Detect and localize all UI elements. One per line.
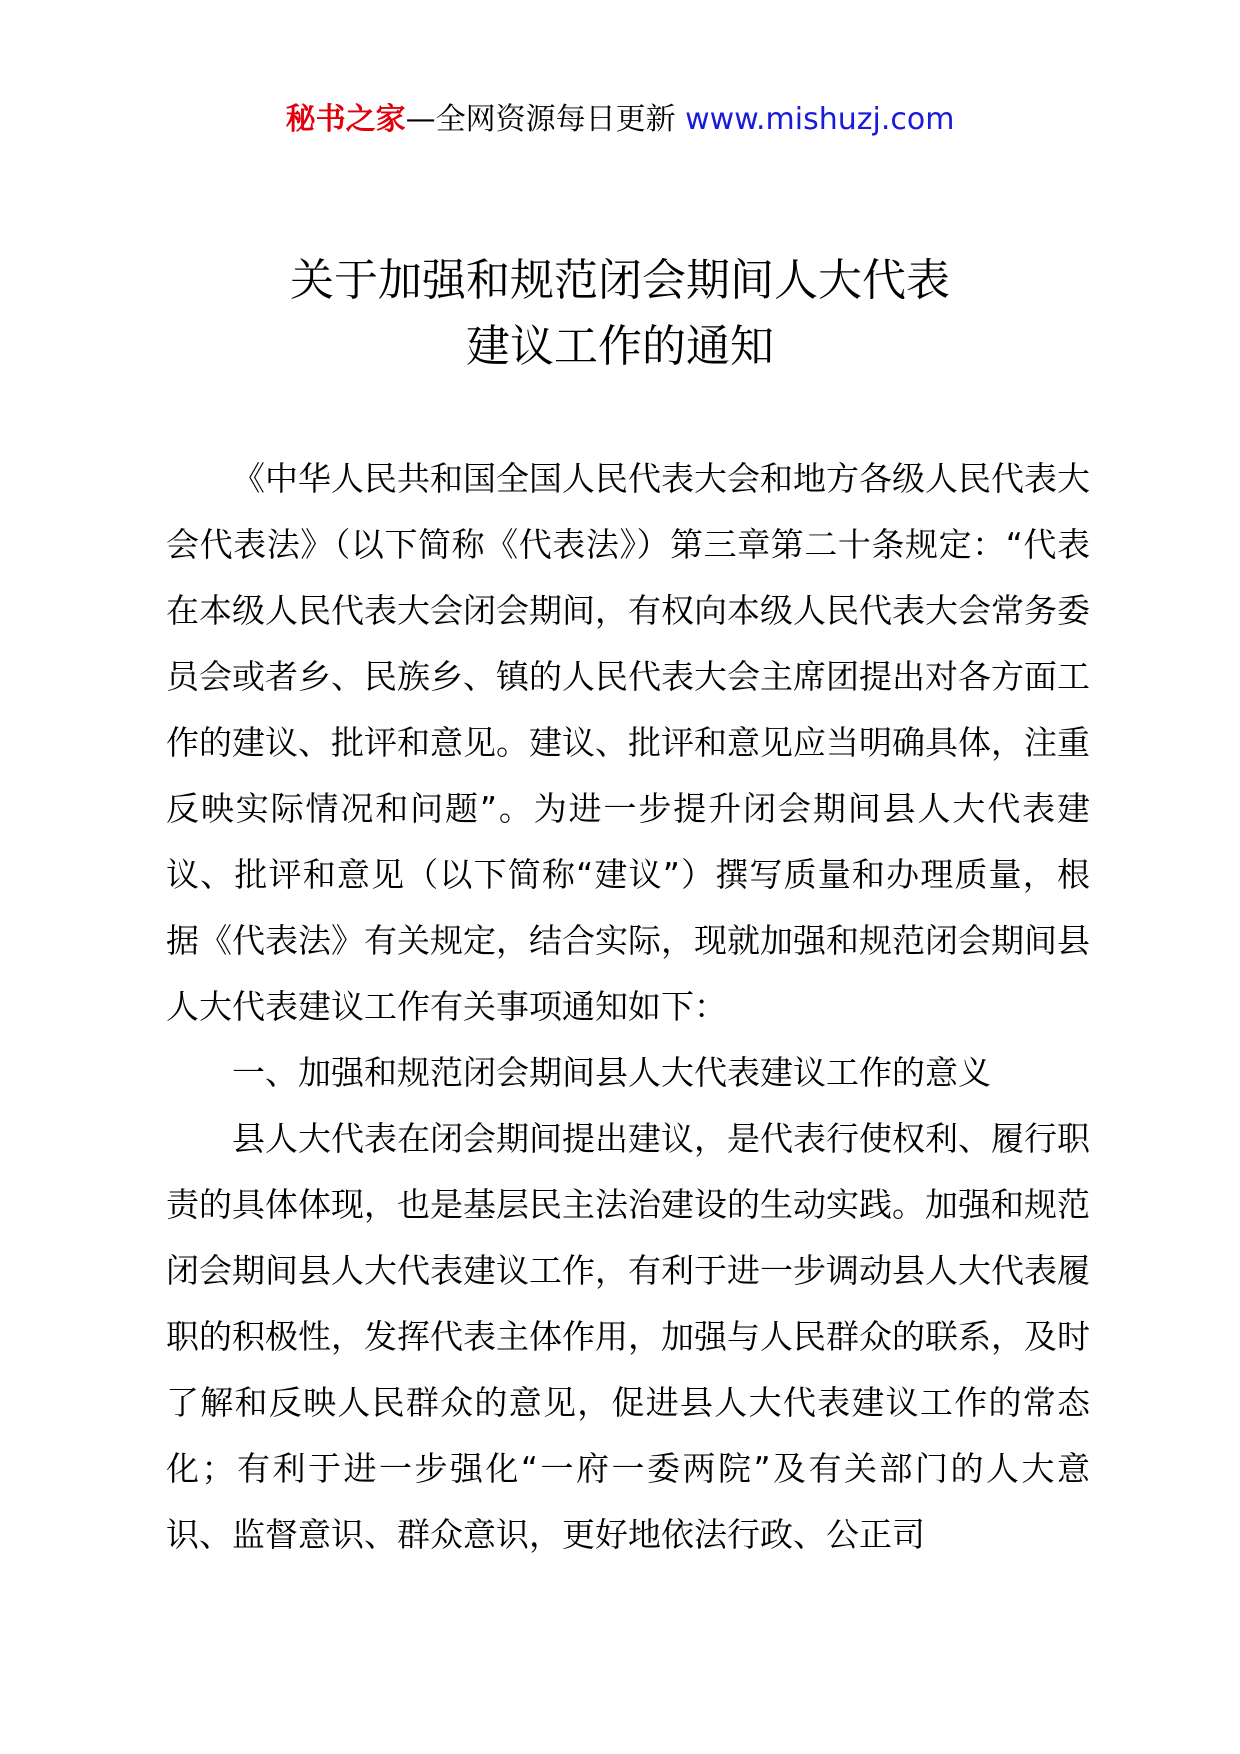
header-tagline: —全网资源每日更新 (405, 102, 676, 137)
site-url-link[interactable]: www.mishuzj.com (685, 102, 955, 137)
section-heading-1: 一、加强和规范闭会期间县人大代表建议工作的意义 (232, 1053, 991, 1092)
body-paragraph-significance: 县人大代表在闭会期间提出建议，是代表行使权利、履行职责的具体体现，也是基层民主法治建设的生动实践。加强和规范闭会期间县人大代表建议工作，有利于进一步调动县人大代表履职的积极性，发挥代表主体作用，加强与人民群众的联系，及时了解和反映人民群众的意见，促进县人大代表建议工作的常态化；有利于进一步强化“一府一委两院”及有关部门的人大意识、监督意识、群众意识，更好地依法行政、公正司 (166, 1119, 1090, 1554)
brand-name: 秘书之家 (285, 102, 406, 137)
title-line-1: 关于加强和规范闭会期间人大代表 (290, 255, 950, 306)
site-header (0, 100, 1240, 140)
document-body (166, 446, 1090, 1568)
title-line-2: 建议工作的通知 (466, 321, 774, 372)
document-title (0, 248, 1240, 380)
body-paragraph-intro: 《中华人民共和国全国人民代表大会和地方各级人民代表大会代表法》（以下简称《代表法》）第三章第二十条规定：“代表在本级人民代表大会闭会期间，有权向本级人民代表大会常务委员会或者乡、民族乡、镇的人民代表大会主席团提出对各方面工作的建议、批评和意见。建议、批评和意见应当明确具体，注重反映实际情况和问题”。为进一步提升闭会期间县人大代表建议、批评和意见（以下简称“建议”）撰写质量和办理质量，根据《代表法》有关规定，结合实际，现就加强和规范闭会期间县人大代表建议工作有关事项通知如下： (166, 459, 1090, 1026)
